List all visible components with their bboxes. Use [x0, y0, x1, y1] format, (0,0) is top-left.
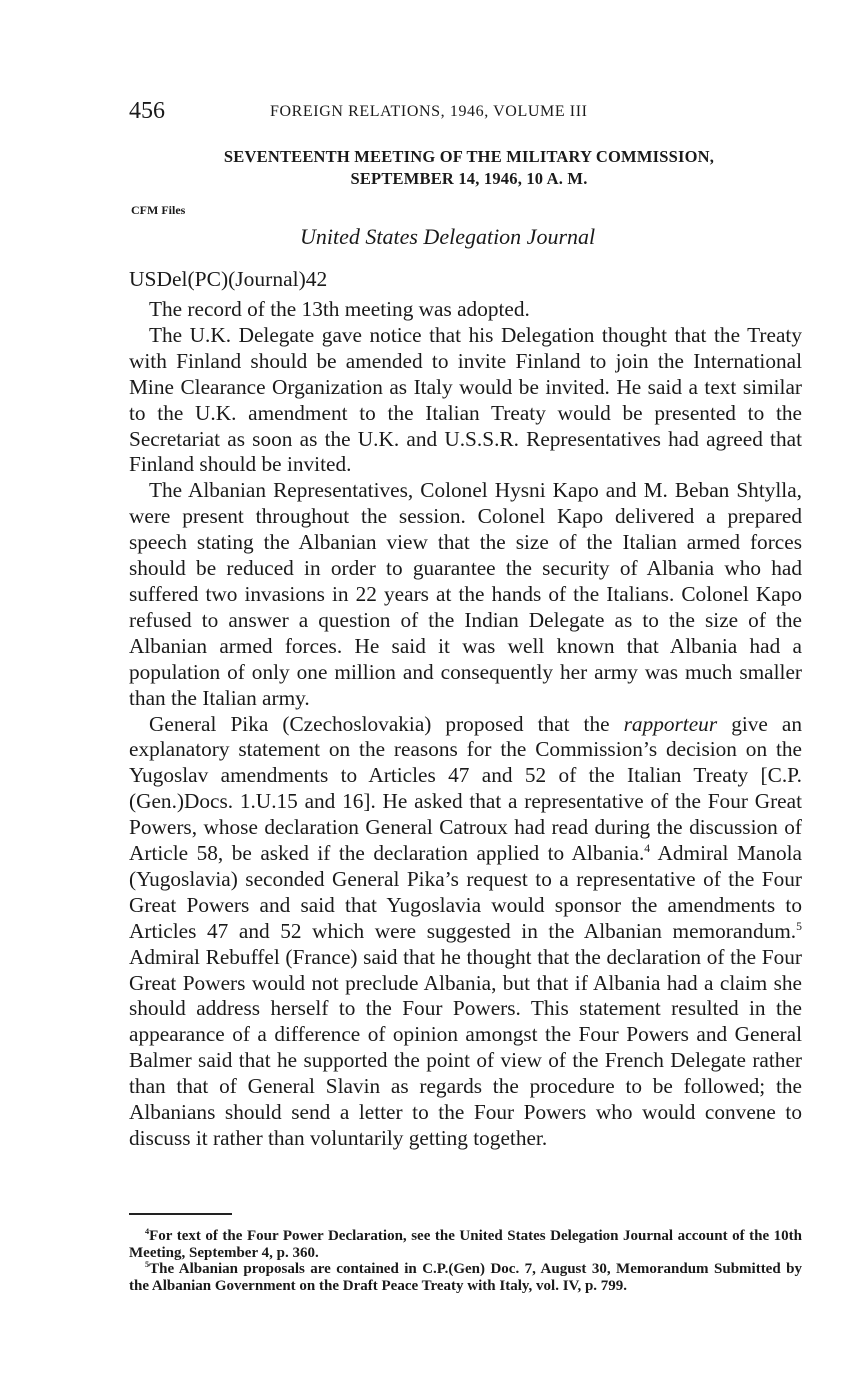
file-label: CFM Files	[131, 203, 186, 217]
paragraph-4-part-3: Admiral Manola (Yugoslavia) seconded General Pika’s request to a representative of the Four Great Powers and said that Yugoslavia would sponsor the amendments to Articles 47 and 52 which were suggested in the Albanian memorandum.	[129, 841, 802, 943]
footnote-ref-4[interactable]: 4	[644, 841, 651, 855]
footnote-divider	[129, 1213, 232, 1215]
rapporteur-term: rapporteur	[623, 711, 718, 736]
footnotes	[129, 1228, 802, 1294]
running-header	[129, 98, 809, 128]
paragraph-4-part-1: General Pika (Czechoslovakia) proposed that the	[149, 711, 610, 736]
footnote-mark-4: 4	[145, 1227, 150, 1237]
paragraph-4-part-2: give an explanatory statement on the reasons for the Commission’s decision on the Yugoslav amendments to Articles 47 and 52 of the Italian Treaty [C.P.(Gen.)Docs. 1.U.15 and 16]. He asked that a representative of the Four Great Powers, whose declaration General Catroux had read during the discussion of Article 58, be asked if the declaration applied to Albania.	[129, 711, 803, 866]
paragraph-1: The record of the 13th meeting was adopted.	[149, 297, 530, 321]
footnote-ref-5[interactable]: 5	[796, 919, 802, 933]
paragraph-2: The U.K. Delegate gave notice that his Delegation thought that the Treaty with Finland should be amended to invite Finland to join the International Mine Clearance Organization as Italy would be invited. He said a text similar to the U.K. amendment to the Italian Treaty would be presented to the Secretariat as soon as the U.K. and U.S.S.R. Representatives had agreed that Finland should be invited.	[129, 322, 802, 477]
footnote-4-text: For text of the Four Power Declaration, see the United States Delegation Journal account of the 10th Meeting, September 4, p. 360.	[129, 1228, 802, 1261]
heading-line-1: SEVENTEENTH MEETING OF THE MILITARY COMMISSION,	[223, 147, 715, 166]
paragraph-4	[129, 712, 802, 1152]
journal-title: United States Delegation Journal	[300, 224, 596, 249]
page-number: 456	[129, 98, 165, 124]
paragraph-3: The Albanian Representatives, Colonel Hysni Kapo and M. Beban Shtylla, were present throughout the session. Colonel Kapo delivered a prepared speech stating the Albanian view that the size of the Italian armed forces should be reduced in order to guarantee the security of Albania who had suffered two invasions in 22 years at the hands of the Italians. Colonel Kapo refused to answer a question of the Indian Delegate as to the size of the Albanian armed forces. He said it was well known that Albania had a population of only one million and consequently her army was much smaller than the Italian army.	[129, 478, 802, 710]
heading-line-2: SEPTEMBER 14, 1946, 10 A. M.	[350, 169, 588, 188]
footnote-5	[129, 1261, 802, 1294]
body-text	[129, 297, 802, 1152]
footnote-5-text: The Albanian proposals are contained in C.P.(Gen) Doc. 7, August 30, Memorandum Submitted by the Albanian Government on the Draft Peace Treaty with Italy, vol. IV, p. 799.	[129, 1261, 802, 1294]
footnote-mark-5: 5	[145, 1260, 150, 1270]
document-id: USDel(PC)(Journal)42	[129, 267, 328, 291]
meeting-heading	[129, 146, 809, 190]
footnote-4	[129, 1228, 802, 1261]
paragraph-4-part-4: Admiral Rebuffel (France) said that he thought that the declaration of the Four Great Powers would not preclude Albania, but that if Albania had a claim she should address herself to the Four Powers. This statement resulted in the appearance of a difference of opinion amongst the Four Powers and General Balmer said that he supported the point of view of the French Delegate rather than that of General Slavin as regards the procedure to be followed; the Albanians should send a letter to the Four Powers who would convene to discuss it rather than voluntarily getting together.	[129, 944, 802, 1150]
running-title: FOREIGN RELATIONS, 1946, VOLUME III	[270, 103, 588, 120]
